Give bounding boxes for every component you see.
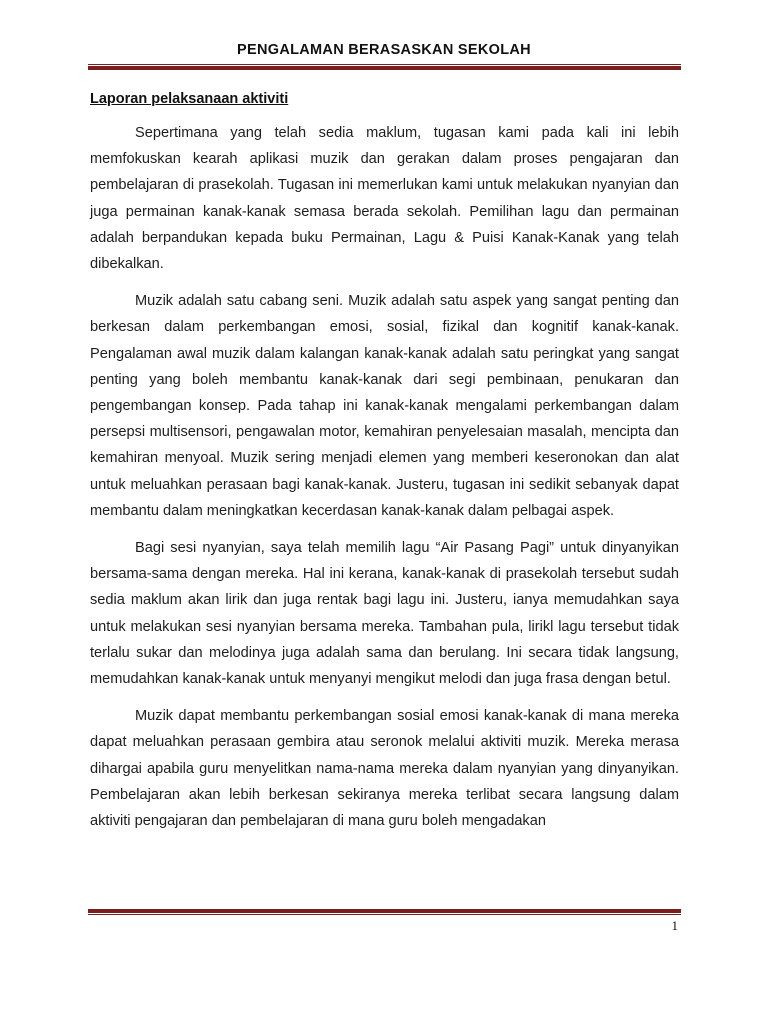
paragraph-4: Muzik dapat membantu perkembangan sosial emosi kanak-kanak di mana mereka dapat meluahkan perasaan gembira atau seronok melalui aktiviti muzik. Mereka merasa dihargai apabila guru menyelitkan nama-nama mereka dalam nyanyian yang dinyanyikan. Pembelajaran akan lebih berkesan sekiranya mereka terlibat secara langsung dalam aktiviti pengajaran dan pembelajaran di mana guru boleh mengadakan [90,708,679,830]
paragraph-2: Muzik adalah satu cabang seni. Muzik adalah satu aspek yang sangat penting dan berkesan dalam perkembangan emosi, sosial, fizikal dan kognitif kanak-kanak. Pengalaman awal muzik dalam kalangan kanak-kanak adalah satu peringkat yang sangat penting yang boleh membantu kanak-kanak dari segi pembinaan, penukaran dan pengembangan konsep. Pada tahap ini kanak-kanak mengalami perkembangan dalam persepsi multisensori, pengawalan motor, kemahiran penyelesaian masalah, mencipta dan kemahiran menyoal. Muzik sering menjadi elemen yang memberi keseronokan dan alat untuk meluahkan perasaan bagi kanak-kanak. Justeru, tugasan ini sedikit sebanyak dapat membantu dalam meningkatkan kecerdasan kanak-kanak dalam pelbagai aspek. [90,293,679,519]
running-header-title: PENGALAMAN BERASASKAN SEKOLAH [237,42,531,58]
footer-divider-thin-line [88,914,681,915]
header-divider-thin-line [88,64,681,65]
paragraph-3: Bagi sesi nyanyian, saya telah memilih lagu “Air Pasang Pagi” untuk dinyanyikan bersama-sama dengan mereka. Hal ini kerana, kanak-kanak di prasekolah tersebut sudah sedia maklum akan lirik dan juga rentak bagi lagu ini. Justeru, ianya memudahkan saya untuk melakukan sesi nyanyian bersama mereka. Tambahan pula, lirikl lagu tersebut tidak terlalu sukar dan melodinya juga adalah sama dan berulang. Ini secara tidak langsung, memudahkan kanak-kanak untuk menyanyi mengikut melodi dan juga frasa dengan betul. [90,540,679,688]
page-number: 1 [671,918,678,933]
header-divider [88,64,681,70]
paragraph-1: Sepertimana yang telah sedia maklum, tugasan kami pada kali ini lebih memfokuskan kearah aplikasi muzik dan gerakan dalam proses pengajaran dan pembelajaran di prasekolah. Tugasan ini memerlukan kami untuk melakukan nyanyian dan juga permainan kanak-kanak semasa berada sekolah. Pemilihan lagu dan permainan adalah berpandukan kepada buku Permainan, Lagu & Puisi Kanak-Kanak yang telah dibekalkan. [90,125,679,273]
footer-divider-thick-line [88,909,681,913]
section-heading: Laporan pelaksanaan aktiviti [90,91,289,107]
header-divider-thick-line [88,66,681,70]
footer-divider [88,909,681,915]
body-text [90,120,679,845]
